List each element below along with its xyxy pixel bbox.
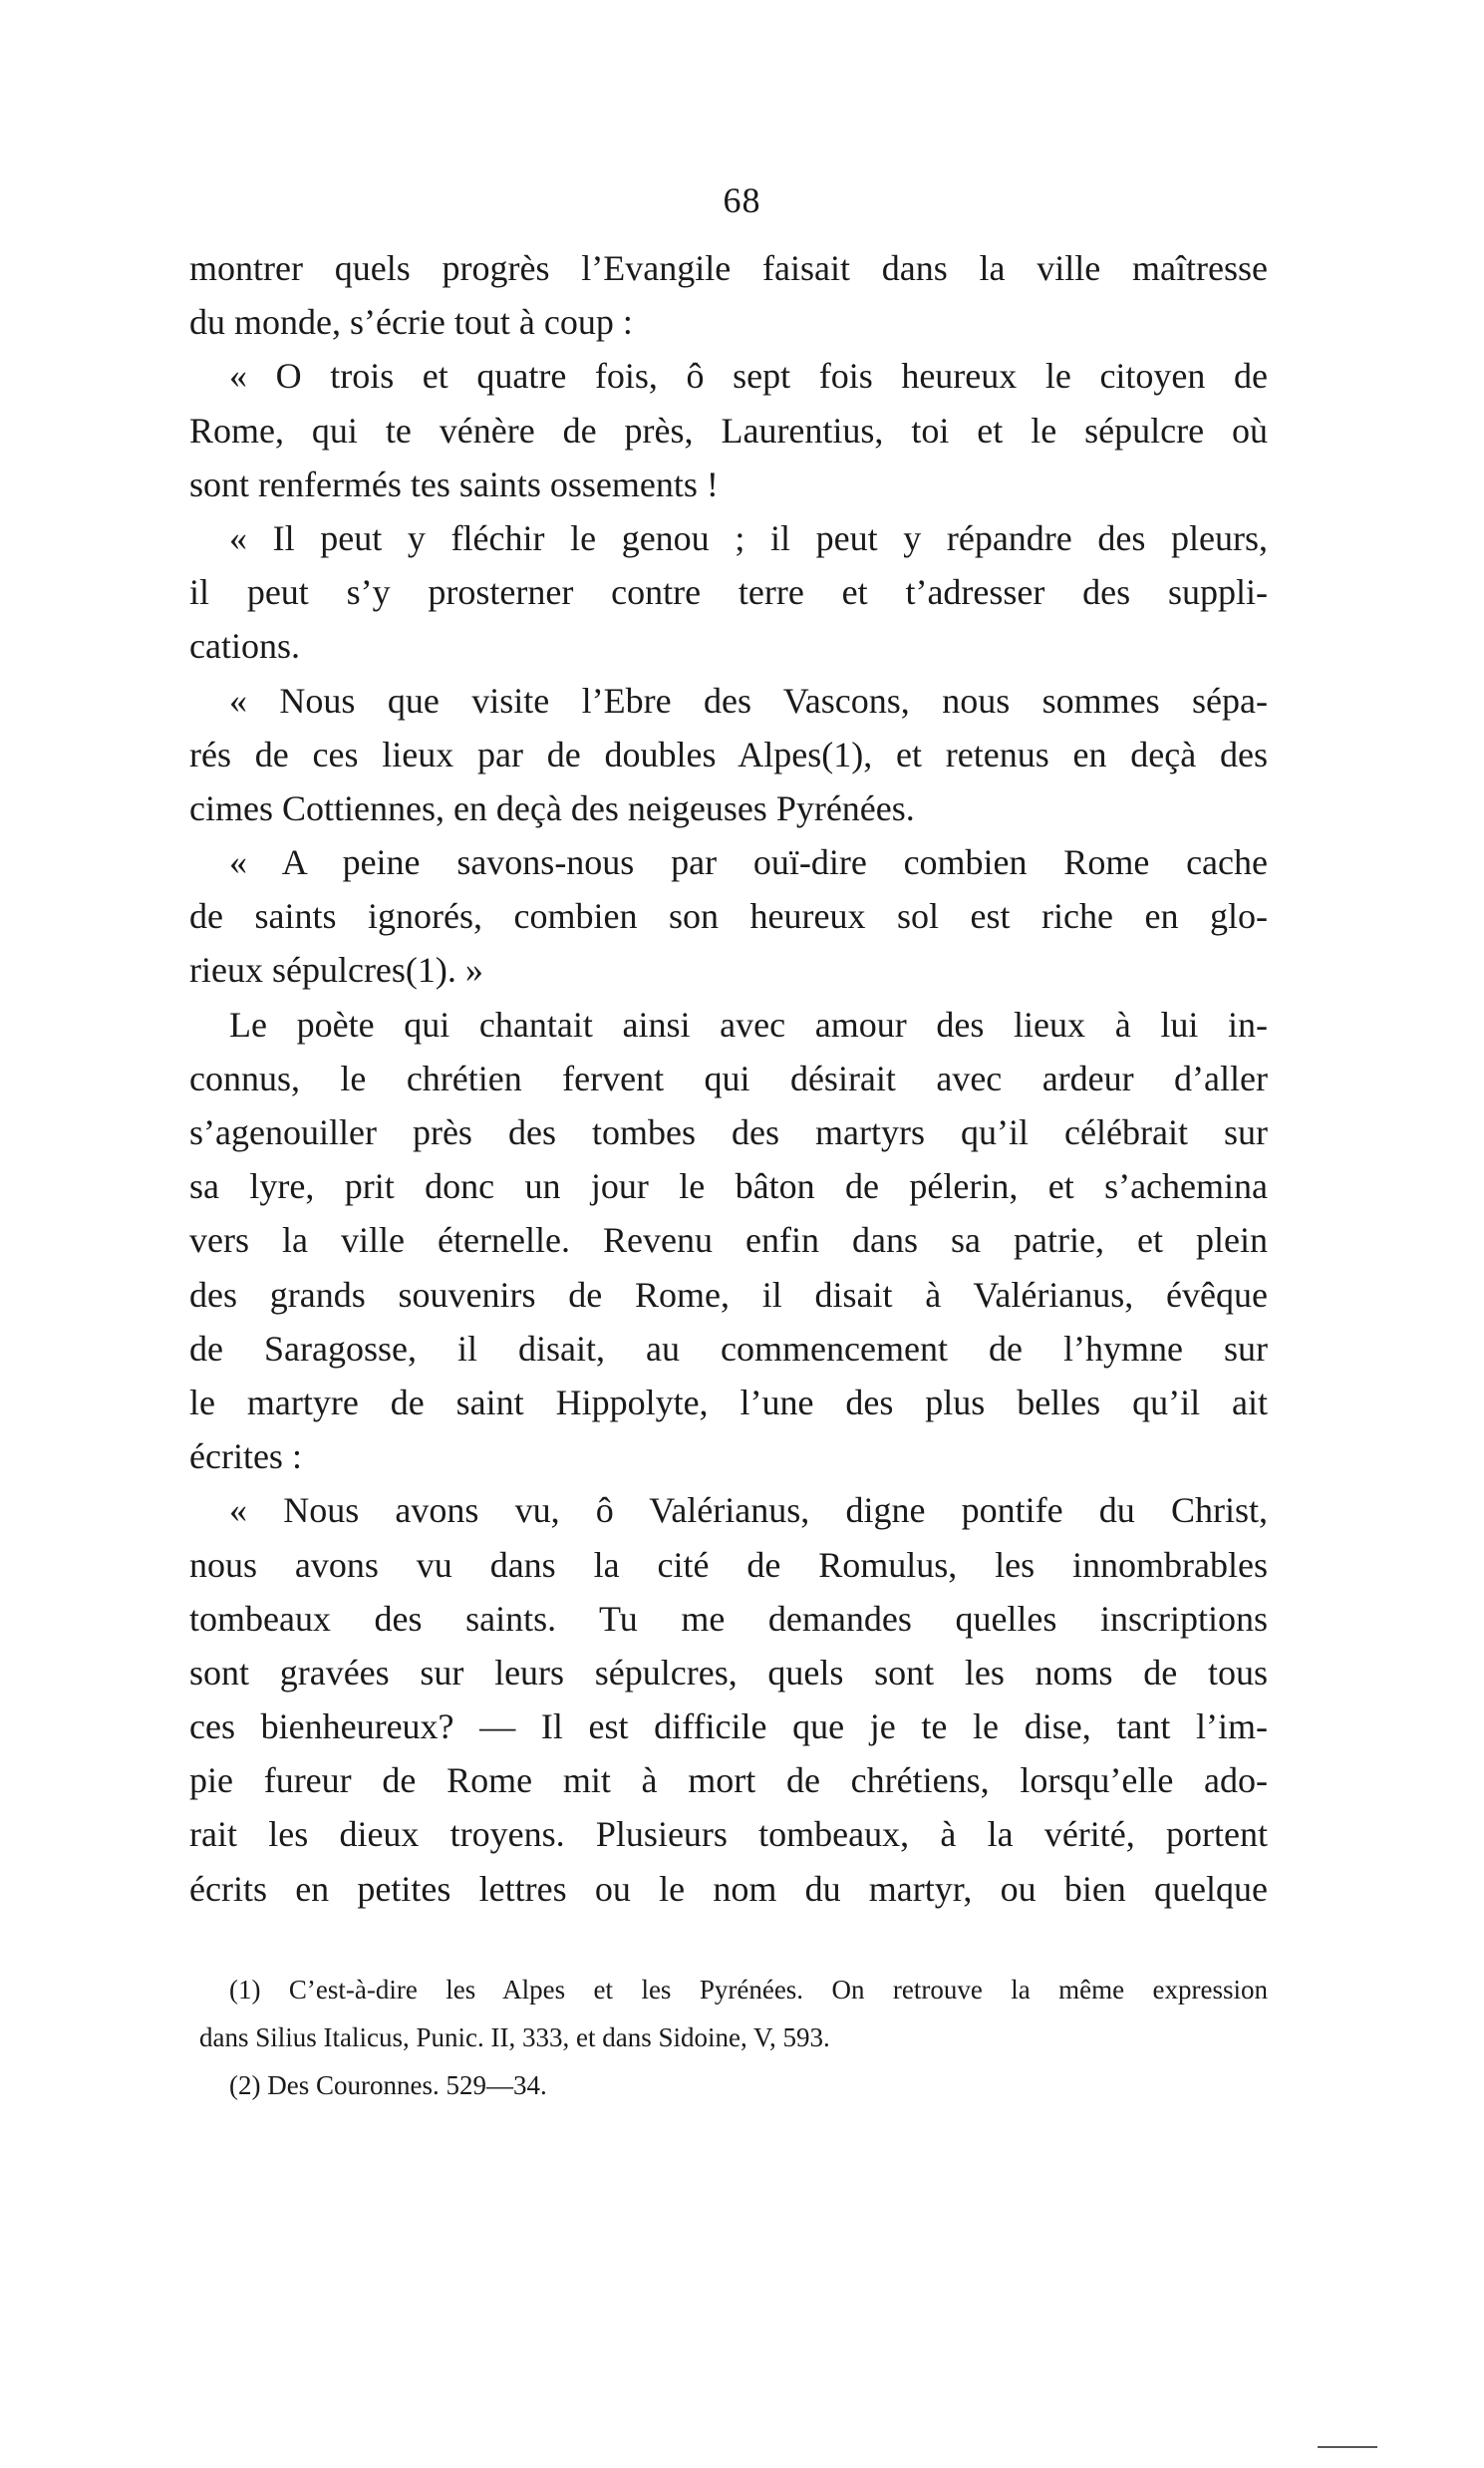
text-line: cimes Cottiennes, en deçà des neigeuses Pyrénées. [189,787,915,828]
text-line: de Saragosse, il disait, au commencement de l’hymne sur [189,1328,1268,1369]
text-line: tombeaux des saints. Tu me demandes quelles inscriptions [189,1598,1268,1639]
text-line: s’agenouiller près des tombes des martyrs qu’il célébrait sur [189,1112,1268,1152]
text-line: sont gravées sur leurs sépulcres, quels sont les noms de tous [189,1652,1268,1693]
text-line: connus, le chrétien fervent qui désirait avec ardeur d’aller [189,1058,1268,1098]
text-line: montrer quels progrès l’Evangile faisait dans la ville maîtresse [189,248,1268,288]
text-line: Rome, qui te vénère de près, Laurentius, toi et le sépulcre où [189,410,1268,451]
text-line: rait les dieux troyens. Plusieurs tombeaux, à la vérité, portent [189,1814,1268,1855]
footnote-line: (1) C’est-à-dire les Alpes et les Pyrénées. On retrouve la même expression [229,1975,1268,2005]
text-line: le martyre de saint Hippolyte, l’une des plus belles qu’il ait [189,1382,1268,1422]
footnote-line: (2) Des Couronnes. 529—34. [229,2070,547,2100]
text-line: sa lyre, prit donc un jour le bâton de pélerin, et s’achemina [189,1166,1268,1207]
text-line: cations. [189,626,300,667]
footnotes [199,1966,1268,2109]
page-number: 68 [723,180,761,220]
text-line: écrites : [189,1436,302,1477]
text-line: vers la ville éternelle. Revenu enfin dans sa patrie, et plein [189,1220,1268,1261]
text-line: « Nous avons vu, ô Valérianus, digne pontife du Christ, [229,1490,1268,1531]
text-line: il peut s’y prosterner contre terre et t’adresser des suppli- [189,572,1268,613]
text-line: « A peine savons-nous par ouï-dire combien Rome cache [229,842,1268,883]
text-line: des grands souvenirs de Rome, il disait à Valérianus, évêque [189,1274,1268,1315]
text-line: rieux sépulcres(1). » [189,950,483,991]
text-line: « O trois et quatre fois, ô sept fois heureux le citoyen de [229,356,1268,397]
text-line: pie fureur de Rome mit à mort de chrétiens, lorsqu’elle ado- [189,1760,1268,1801]
text-line: « Il peut y fléchir le genou ; il peut y répandre des pleurs, [229,517,1268,558]
text-line: sont renfermés tes saints ossements ! [189,463,719,504]
footnote-line: dans Silius Italicus, Punic. II, 333, et dans Sidoine, V, 593. [199,2022,830,2052]
text-line: « Nous que visite l’Ebre des Vascons, nous sommes sépa- [229,680,1268,721]
text-line: nous avons vu dans la cité de Romulus, les innombrables [189,1544,1268,1585]
text-line: ces bienheureux? — Il est difficile que je te le dise, tant l’im- [189,1706,1268,1747]
text-line: de saints ignorés, combien son heureux sol est riche en glo- [189,896,1268,937]
text-line: rés de ces lieux par de doubles Alpes(1), et retenus en deçà des [189,734,1268,774]
body-text [189,241,1268,1916]
text-line: écrits en petites lettres ou le nom du martyr, ou bien quelque [189,1868,1268,1909]
edge-mark [1318,2446,1377,2448]
text-line: Le poète qui chantait ainsi avec amour des lieux à lui in- [229,1004,1268,1045]
text-line: du monde, s’écrie tout à coup : [189,302,633,343]
